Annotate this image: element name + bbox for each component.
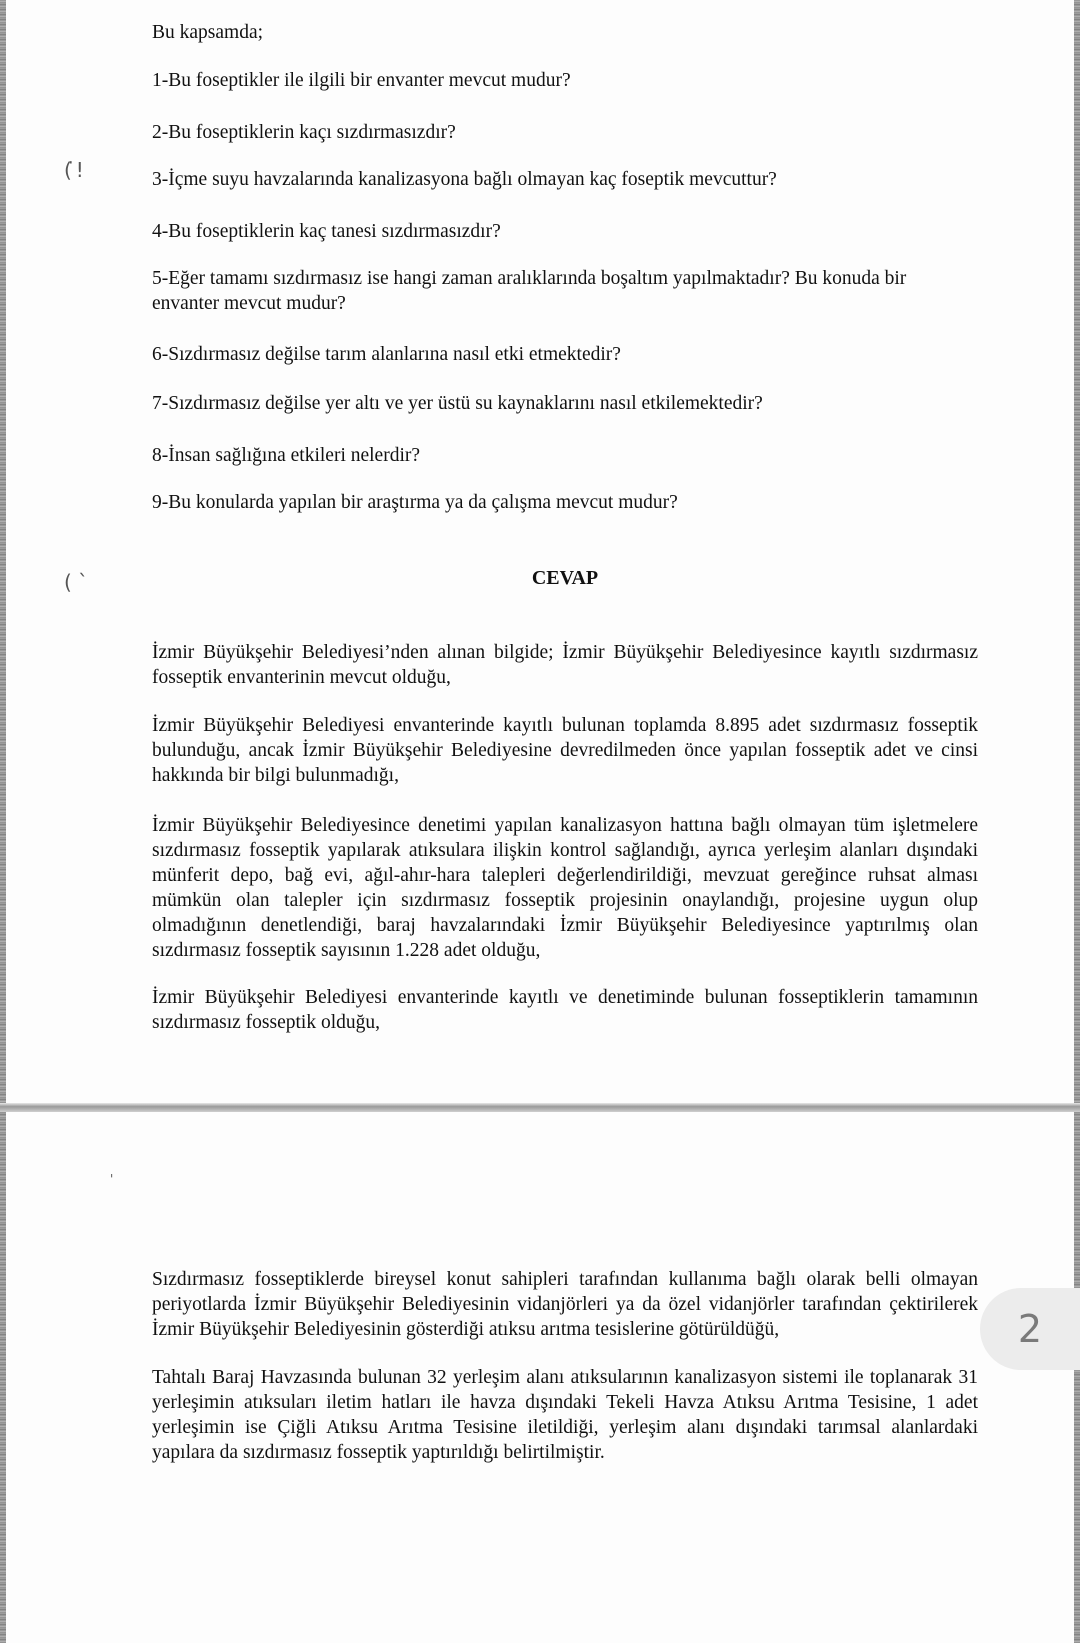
question-4: 4-Bu foseptiklerin kaç tanesi sızdırmasızdır?	[152, 221, 501, 242]
punch-hole-mark: ( ̇!	[64, 158, 84, 182]
question-9: 9-Bu konularda yapılan bir araştırma ya da çalışma mevcut mudur?	[152, 492, 678, 513]
answer-paragraph-4: İzmir Büyükşehir Belediyesi envanterinde kayıtlı ve denetiminde bulunan fosseptiklerin tamamının sızdırmasız fosseptik olduğu,	[152, 987, 978, 1033]
punch-hole-mark: ( ˋ	[64, 570, 89, 594]
scan-edge-right	[1074, 0, 1080, 1643]
question-2: 2-Bu foseptiklerin kaçı sızdırmasızdır?	[152, 122, 456, 143]
question-1: 1-Bu foseptikler ile ilgili bir envanter mevcut mudur?	[152, 70, 571, 91]
page2-paragraph-2: Tahtalı Baraj Havzasında bulunan 32 yerleşim alanı atıksularının kanalizasyon sistemi ile toplanarak 31 yerleşimin atıksuları iletim hatları ile havza dışındaki Tekeli Havza Atıksu Arıtma Tesisine, 1 adet yerleşimin ise Çiğli Atıksu Arıtma Tesisine iletildiği, yerleşim alanı dışındaki tarımsal alanlardaki yapılara da sızdırmasız fosseptik yaptırıldığı belirtilmiştir.	[152, 1367, 978, 1463]
scan-speck: '	[110, 1172, 114, 1186]
document-page-2	[6, 1112, 1074, 1643]
answer-paragraph-2: İzmir Büyükşehir Belediyesi envanterinde kayıtlı bulunan toplamda 8.895 adet sızdırmasız fosseptik bulunduğu, ancak İzmir Büyükşehir Belediyesine devredilmeden önce yapılan fosseptik adet ve cinsi hakkında bir bilgi bulunmadığı,	[152, 715, 978, 786]
answer-paragraph-1: İzmir Büyükşehir Belediyesi’nden alınan bilgide; İzmir Büyükşehir Belediyesince kayıtlı sızdırmasız fosseptik envanterinin mevcut olduğu,	[152, 642, 978, 688]
question-8: 8-İnsan sağlığına etkileri nelerdir?	[152, 445, 421, 466]
question-5: 5-Eğer tamamı sızdırmasız ise hangi zaman aralıklarında boşaltım yapılmaktadır? Bu konuda bir envanter mevcut mudur?	[152, 268, 907, 314]
intro-text: Bu kapsamda;	[152, 22, 264, 43]
page2-paragraph-1: Sızdırmasız fosseptiklerde bireysel konut sahipleri tarafından kullanıma bağlı olarak belli olmayan periyotlarda İzmir Büyükşehir Belediyesinin vidanjörleri ya da özel vidanjörler tarafından çektirilerek İzmir Büyükşehir Belediyesinin gösterdiği atıksu arıtma tesislerine götürüldüğü,	[152, 1269, 978, 1340]
question-3: 3-İçme suyu havzalarında kanalizasyona bağlı olmayan kaç foseptik mevcuttur?	[152, 169, 777, 190]
document-page-1	[6, 0, 1074, 1103]
page-separator	[0, 1103, 1080, 1112]
question-7: 7-Sızdırmasız değilse yer altı ve yer üstü su kaynaklarını nasıl etkilemektedir?	[152, 393, 763, 414]
question-6: 6-Sızdırmasız değilse tarım alanlarına nasıl etki etmektedir?	[152, 344, 621, 365]
answer-heading: CEVAP	[531, 567, 599, 589]
answer-paragraph-3: İzmir Büyükşehir Belediyesince denetimi yapılan kanalizasyon hattına bağlı olmayan tüm işletmelere sızdırmasız fosseptik yapılarak atıksulara ilişkin kontrol sağlandığı, ayrıca yerleşim alanları dışındaki münferit depo, bağ evi, ağıl-ahır-hara talepleri değerlendirildiği, mevzuat gereğince ruhsat alması mümkün olan talepler için sızdırmasız fosseptik projesinin onaylandığı, projesine uygun olup olmadığının denetlendiği, baraj havzalarındaki İzmir Büyükşehir Belediyesince yaptırılmış olan sızdırmasız fosseptik sayısının 1.228 adet olduğu,	[152, 815, 978, 961]
page-number-indicator: 2	[980, 1288, 1080, 1370]
